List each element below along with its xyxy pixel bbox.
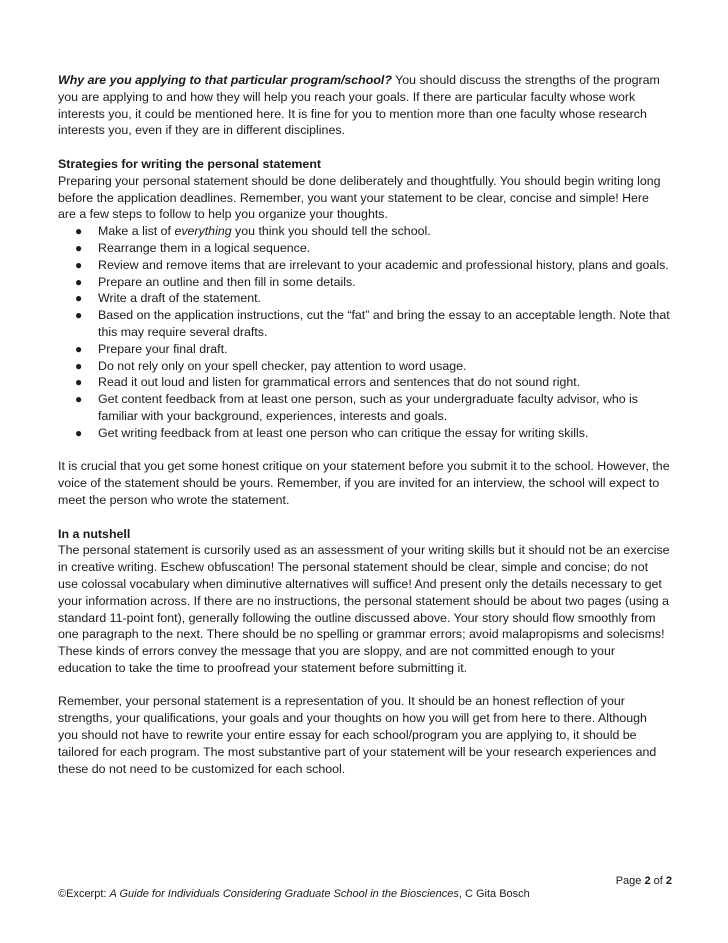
paragraph-remember: Remember, your personal statement is a representation of you. It should be an honest reflection of your strengths, your qualifications, your goals and your thoughts on how you will get from here to there. Although you should not have to rewrite your entire essay for each school/program you are applying to, it should be tailored for each program. The most substantive part of your statement will be your research experiences and these do not need to be customized for each school.	[58, 694, 657, 776]
bullet-icon: ●	[75, 274, 83, 289]
paragraph-text: You should discuss the strengths of the program you are applying to and how they will help you reach your goals. If there are particular faculty whose work interests you, it could be mentioned here. It is fine for you to mention more than one faculty whose research interests you, even if they are in different disciplines.	[58, 73, 660, 138]
list-item: ● Prepare an outline and then fill in some details.	[75, 274, 356, 289]
bullet-icon: ●	[75, 291, 83, 306]
bullet-icon: ●	[75, 224, 83, 239]
list-item: ● Make a list of everything you think you should tell the school.	[75, 224, 431, 239]
bullet-icon: ●	[75, 425, 83, 440]
strategies-intro: Preparing your personal statement should be done deliberately and thoughtfully. You should begin writing long before the application deadlines. Remember, you want your statement to be clear, concise and simple! Here are a few steps to follow to help you organize your thoughts.	[58, 173, 661, 222]
list-item: ● Rearrange them in a logical sequence.	[75, 240, 311, 255]
section-heading-strategies: Strategies for writing the personal statement	[58, 156, 322, 171]
bullet-icon: ●	[75, 392, 83, 407]
page-number: Page 2 of 2	[615, 875, 672, 887]
paragraph-why-applying	[58, 72, 670, 139]
bullet-icon: ●	[75, 240, 83, 255]
bullet-icon: ●	[75, 308, 83, 323]
nutshell-text: The personal statement is cursorily used as an assessment of your writing skills but it should not be an exercise in creative writing. Eschew obfuscation! The personal statement should be clear, simple and concise; do not use colossal vocabulary when diminutive alternatives will suffice! And present only the details necessary to get your information across. If there are no instructions, the personal statement should be about two pages (using a standard 11-point font), generally following the outline discussed above. Your story should flow smoothly from one paragraph to the next. There should be no spelling or grammar errors; avoid malapropisms and solecisms! These kinds of errors convey the message that you are sloppy, and are not committed enough to your education to take the time to proofread your statement before submitting it.	[58, 543, 670, 675]
list-item: ● Get writing feedback from at least one person who can critique the essay for writing skills.	[75, 425, 589, 440]
list-item: ● Based on the application instructions, cut the “fat” and bring the essay to an acceptable length. Note that this may require several drafts.	[75, 308, 670, 339]
copyright-footer: ©Excerpt: A Guide for Individuals Considering Graduate School in the Biosciences, C Gita Bosch	[58, 888, 530, 900]
strategies-list	[58, 223, 670, 441]
paragraph-critique: It is crucial that you get some honest critique on your statement before you submit it to the school. However, the voice of the statement should be yours. Remember, if you are invited for an interview, the school will expect to meet the person who wrote the statement.	[58, 459, 670, 507]
bullet-icon: ●	[75, 257, 83, 272]
bullet-icon: ●	[75, 358, 83, 373]
question-heading: Why are you applying to that particular program/school?	[58, 73, 392, 87]
list-item: ● Write a draft of the statement.	[75, 291, 261, 306]
section-heading-nutshell: In a nutshell	[58, 526, 131, 541]
list-item: ● Review and remove items that are irrelevant to your academic and professional history, plans and goals.	[75, 257, 669, 272]
list-item: ● Prepare your final draft.	[75, 341, 228, 356]
list-item: ● Get content feedback from at least one person, such as your undergraduate faculty advisor, who is familiar with your background, experiences, interests and goals.	[75, 392, 638, 423]
bullet-icon: ●	[75, 341, 83, 356]
list-item: ● Do not rely only on your spell checker, pay attention to word usage.	[75, 358, 467, 373]
document-body	[58, 72, 670, 777]
list-item: ● Read it out loud and listen for grammatical errors and sentences that do not sound right.	[75, 375, 581, 390]
bullet-icon: ●	[75, 375, 83, 390]
